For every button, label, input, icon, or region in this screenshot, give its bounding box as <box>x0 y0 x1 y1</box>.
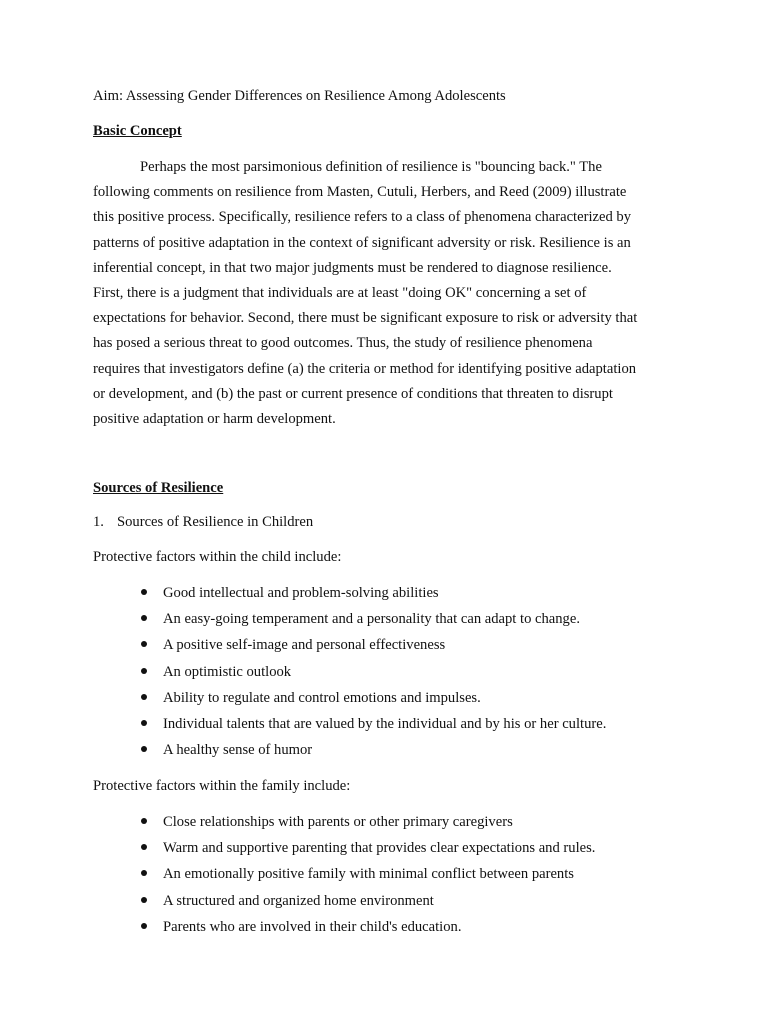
list-item <box>93 662 606 688</box>
list-item <box>93 864 595 890</box>
list-item <box>93 891 595 917</box>
sources-heading: Sources of Resilience <box>93 480 224 496</box>
list-item <box>93 917 595 943</box>
list-item-text: Ability to regulate and control emotions and impulses. <box>163 689 481 706</box>
sources-subheading <box>93 512 313 532</box>
paragraph-line: expectations for behavior. Second, there must be significant exposure to risk or adversity that <box>93 310 638 327</box>
bullet-icon <box>141 720 147 726</box>
paragraph-line: requires that investigators define (a) the criteria or method for identifying positive adaptation <box>93 360 637 377</box>
list-item <box>93 688 606 714</box>
bullet-icon <box>141 589 147 595</box>
bullet-icon <box>141 615 147 621</box>
bullet-icon <box>141 668 147 674</box>
bullet-icon <box>141 870 147 876</box>
paragraph-line: following comments on resilience from Masten, Cutuli, Herbers, and Reed (2009) illustrate <box>93 184 627 201</box>
bullet-icon <box>141 923 147 929</box>
paragraph-line: positive adaptation or harm development. <box>93 411 336 428</box>
paragraph-line: or development, and (b) the past or current presence of conditions that threaten to disrupt <box>93 385 613 402</box>
list-item-text: An emotionally positive family with minimal conflict between parents <box>163 866 574 883</box>
list-item <box>93 635 606 661</box>
list-item <box>93 812 595 838</box>
list-item-text: A positive self-image and personal effectiveness <box>163 637 446 654</box>
bullet-icon <box>141 844 147 850</box>
list-item <box>93 714 606 740</box>
list-item-text: Individual talents that are valued by the individual and by his or her culture. <box>163 715 607 732</box>
list-item-text: Warm and supportive parenting that provides clear expectations and rules. <box>163 840 596 857</box>
list-item <box>93 740 606 766</box>
paragraph-line: inferential concept, in that two major judgments must be rendered to diagnose resilience. <box>93 259 612 276</box>
aim-line: Aim: Assessing Gender Differences on Resilience Among Adolescents <box>93 88 506 104</box>
paragraph-line: has posed a serious threat to good outcomes. Thus, the study of resilience phenomena <box>93 335 593 352</box>
family-factors-intro: Protective factors within the family include: <box>93 778 351 794</box>
list-item-text: An easy-going temperament and a personality that can adapt to change. <box>163 611 580 628</box>
list-item-text: A structured and organized home environment <box>163 892 434 909</box>
list-item <box>93 583 606 609</box>
list-item <box>93 609 606 635</box>
list-item <box>93 838 595 864</box>
list-item-text: Close relationships with parents or other primary caregivers <box>163 814 513 830</box>
family-factors-list <box>93 812 595 943</box>
list-item-text: An optimistic outlook <box>163 663 292 680</box>
paragraph-line: this positive process. Specifically, resilience refers to a class of phenomena characterized by <box>93 209 631 226</box>
paragraph-line: patterns of positive adaptation in the context of significant adversity or risk. Resilience is an <box>93 234 631 251</box>
basic-concept-heading: Basic Concept <box>93 123 182 139</box>
bullet-icon <box>141 746 147 752</box>
basic-concept-paragraph <box>93 155 683 432</box>
bullet-icon <box>141 694 147 700</box>
bullet-icon <box>141 897 147 903</box>
list-number: 1. <box>93 514 104 530</box>
paragraph-line: First, there is a judgment that individuals are at least "doing OK" concerning a set of <box>93 285 587 302</box>
list-item-text: Good intellectual and problem-solving abilities <box>163 585 439 601</box>
child-factors-list <box>93 583 606 766</box>
list-item-text: A healthy sense of humor <box>163 742 313 759</box>
bullet-icon <box>141 818 147 824</box>
list-item-text: Parents who are involved in their child's education. <box>163 918 462 935</box>
subheading-title: Sources of Resilience in Children <box>117 514 314 530</box>
bullet-icon <box>141 641 147 647</box>
paragraph-line: Perhaps the most parsimonious definition of resilience is "bouncing back." The <box>140 159 602 175</box>
child-factors-intro: Protective factors within the child include: <box>93 549 342 565</box>
